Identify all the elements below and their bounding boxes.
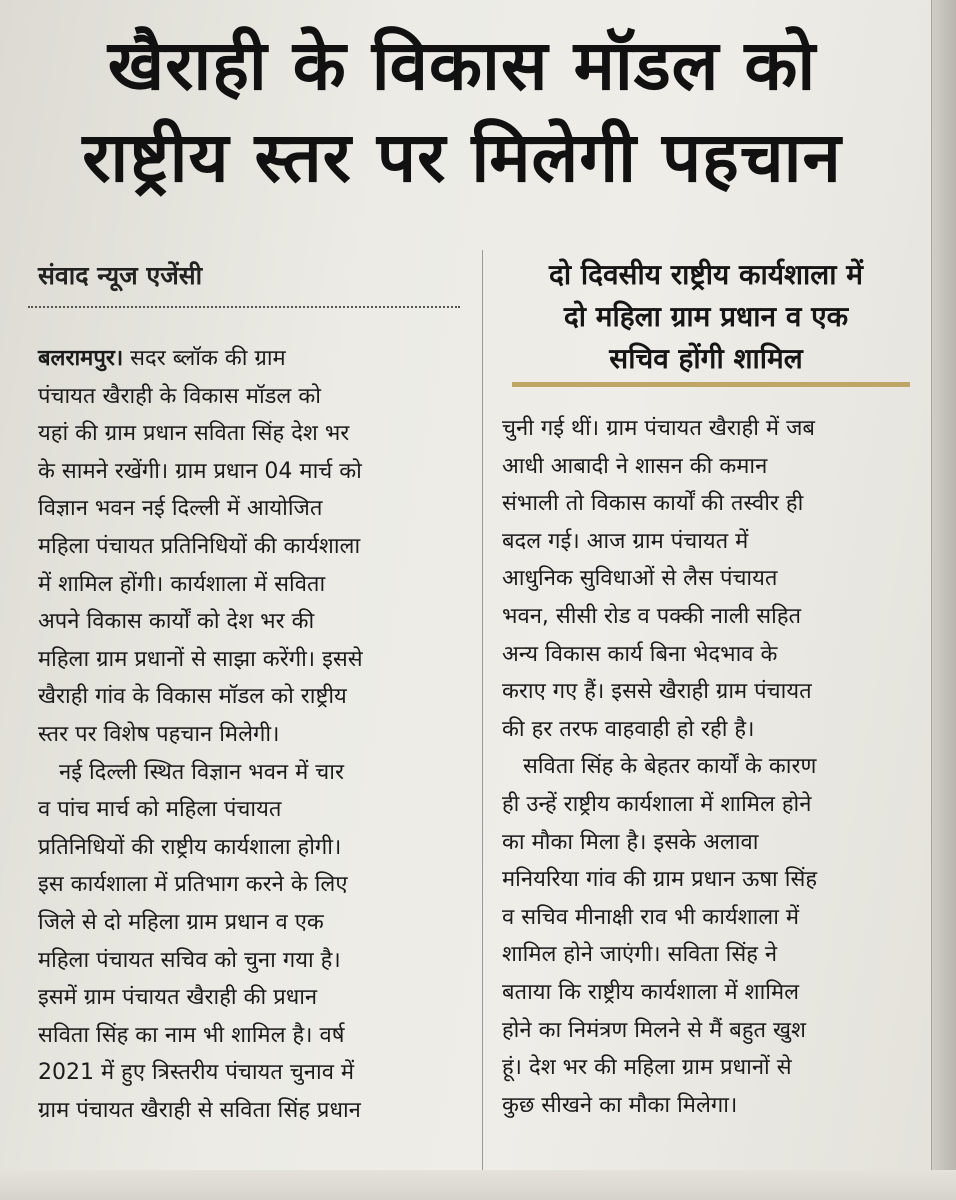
text-line: महिला पंचायत सचिव को चुना गया है। <box>38 947 341 973</box>
text-line: सविता सिंह का नाम भी शामिल है। वर्ष <box>38 1022 345 1048</box>
text-line: कुछ सीखने का मौका मिलेगा। <box>502 1092 738 1118</box>
text-line: 2021 में हुए त्रिस्तरीय पंचायत चुनाव में <box>38 1060 355 1086</box>
headline <box>22 20 902 204</box>
text-line: का मौका मिला है। इसके अलावा <box>502 829 759 855</box>
text-line: हूं। देश भर की महिला ग्राम प्रधानों से <box>502 1055 792 1081</box>
page-edge <box>931 0 956 1200</box>
text-line: नई दिल्ली स्थित विज्ञान भवन में चार <box>38 759 344 785</box>
byline-divider <box>28 306 460 308</box>
text-line: आधुनिक सुविधाओं से लैस पंचायत <box>502 566 778 592</box>
text-line: चुनी गई थीं। ग्राम पंचायत खैराही में जब <box>502 416 815 441</box>
text-line: भवन, सीसी रोड व पक्की नाली सहित <box>502 603 802 629</box>
column-divider <box>482 250 483 1170</box>
text-line: में शामिल होंगी। कार्यशाला में सविता <box>38 571 326 597</box>
text-line-content: सदर ब्लॉक की ग्राम <box>130 346 286 371</box>
left-column <box>38 340 474 1129</box>
text-line: जिले से दो महिला ग्राम प्रधान व एक <box>38 909 324 935</box>
text-line: ही उन्हें राष्ट्रीय कार्यशाला में शामिल होने <box>502 791 812 817</box>
text-line: इस कार्यशाला में प्रतिभाग करने के लिए <box>38 872 348 898</box>
subheadline-line-3: सचिव होंगी शामिल <box>609 342 803 375</box>
text-line: व पांच मार्च को महिला पंचायत <box>38 797 282 823</box>
subheadline-underline <box>512 382 910 387</box>
text-line: मनियरिया गांव की ग्राम प्रधान ऊषा सिंह <box>502 867 818 893</box>
text-line: विज्ञान भवन नई दिल्ली में आयोजित <box>38 496 323 522</box>
subheadline <box>496 254 916 380</box>
headline-line-2: राष्ट्रीय स्तर पर मिलेगी पहचान <box>82 118 842 198</box>
byline: संवाद न्यूज एजेंसी <box>38 261 203 290</box>
text-line <box>38 340 474 378</box>
page-bottom-edge <box>0 1170 956 1200</box>
subheadline-line-2: दो महिला ग्राम प्रधान व एक <box>563 300 849 333</box>
text-line: शामिल होने जाएंगी। सविता सिंह ने <box>502 942 778 968</box>
text-line: स्तर पर विशेष पहचान मिलेगी। <box>38 721 280 747</box>
text-line: ग्राम पंचायत खैराही से सविता सिंह प्रधान <box>38 1097 361 1123</box>
text-line: पंचायत खैराही के विकास मॉडल को <box>38 383 321 409</box>
text-line: संभाली तो विकास कार्यों की तस्वीर ही <box>502 491 804 517</box>
text-line: महिला पंचायत प्रतिनिधियों की कार्यशाला <box>38 533 361 559</box>
text-line: इसमें ग्राम पंचायत खैराही की प्रधान <box>38 985 318 1011</box>
text-line: बदल गई। आज ग्राम पंचायत में <box>502 528 749 554</box>
right-column <box>502 410 916 1124</box>
text-line: अपने विकास कार्यों को देश भर की <box>38 609 315 635</box>
text-line: व सचिव मीनाक्षी राव भी कार्यशाला में <box>502 904 800 930</box>
text-line: सविता सिंह के बेहतर कार्यों के कारण <box>502 754 817 780</box>
text-line: प्रतिनिधियों की राष्ट्रीय कार्यशाला होगी। <box>38 834 342 860</box>
dateline: बलरामपुर। <box>38 346 124 371</box>
text-line: बताया कि राष्ट्रीय कार्यशाला में शामिल <box>502 979 800 1005</box>
subheadline-line-1: दो दिवसीय राष्ट्रीय कार्यशाला में <box>548 258 864 291</box>
text-line: होने का निमंत्रण मिलने से मैं बहुत खुश <box>502 1017 806 1043</box>
text-line: की हर तरफ वाहवाही हो रही है। <box>502 716 755 742</box>
text-line: कराए गए हैं। इससे खैराही ग्राम पंचायत <box>502 679 812 705</box>
text-line: यहां की ग्राम प्रधान सविता सिंह देश भर <box>38 421 350 447</box>
text-line: आधी आबादी ने शासन की कमान <box>502 453 768 479</box>
text-line: महिला ग्राम प्रधानों से साझा करेंगी। इससे <box>38 646 363 672</box>
headline-line-1: खैराही के विकास मॉडल को <box>107 26 817 106</box>
text-line: अन्य विकास कार्य बिना भेदभाव के <box>502 641 778 667</box>
text-line: खैराही गांव के विकास मॉडल को राष्ट्रीय <box>38 684 347 710</box>
text-line: के सामने रखेंगी। ग्राम प्रधान 04 मार्च को <box>38 458 362 484</box>
